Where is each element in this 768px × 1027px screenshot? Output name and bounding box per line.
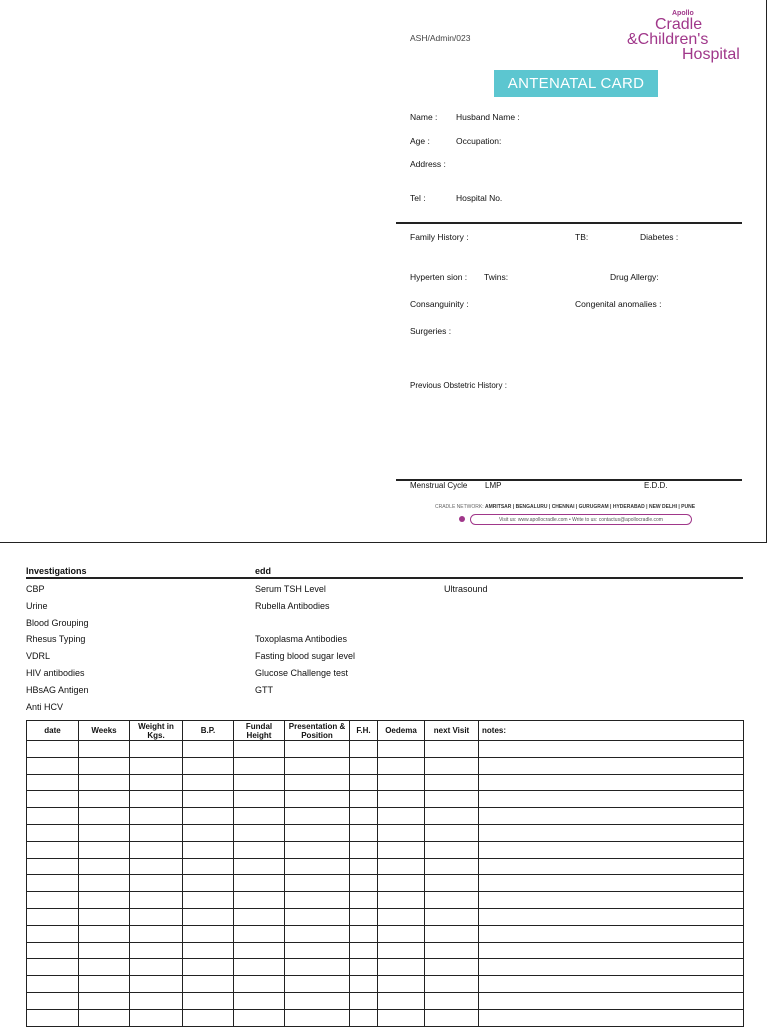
table-cell xyxy=(130,875,183,892)
congenital-anomalies-label: Congenital anomalies : xyxy=(575,299,662,309)
table-cell xyxy=(234,858,285,875)
table-cell xyxy=(130,892,183,909)
table-cell xyxy=(79,959,130,976)
table-cell xyxy=(183,757,234,774)
ultrasound-label: Ultrasound xyxy=(444,584,488,594)
table-cell xyxy=(234,992,285,1009)
age-label: Age : xyxy=(410,136,430,146)
menstrual-cycle-label: Menstrual Cycle xyxy=(410,481,468,490)
table-cell xyxy=(285,925,350,942)
table-cell xyxy=(425,808,479,825)
contact-info: Visit us: www.apollocradle.com • Write to us: contactus@apollocradle.com xyxy=(470,514,692,525)
investigation-item: Blood Grouping xyxy=(26,617,89,628)
table-cell xyxy=(479,875,744,892)
table-cell xyxy=(350,858,378,875)
table-cell xyxy=(183,908,234,925)
table-cell xyxy=(378,875,425,892)
table-cell xyxy=(183,892,234,909)
table-cell xyxy=(425,875,479,892)
table-cell xyxy=(285,741,350,758)
table-cell xyxy=(183,741,234,758)
table-cell xyxy=(130,959,183,976)
table-cell xyxy=(234,976,285,993)
table-cell xyxy=(350,824,378,841)
table-cell xyxy=(27,741,79,758)
occupation-label: Occupation: xyxy=(456,136,502,146)
table-cell xyxy=(183,976,234,993)
table-cell xyxy=(234,774,285,791)
table-cell xyxy=(285,976,350,993)
table-cell xyxy=(79,992,130,1009)
investigation-item: HBsAG Antigen xyxy=(26,684,89,695)
investigations-divider xyxy=(26,577,743,579)
table-cell xyxy=(183,992,234,1009)
table-cell xyxy=(479,841,744,858)
table-cell xyxy=(425,757,479,774)
table-row xyxy=(27,875,744,892)
table-cell xyxy=(425,976,479,993)
table-cell xyxy=(479,791,744,808)
hospital-no-label: Hospital No. xyxy=(456,193,503,203)
table-cell xyxy=(425,992,479,1009)
table-cell xyxy=(285,791,350,808)
table-cell xyxy=(79,757,130,774)
table-row xyxy=(27,757,744,774)
table-cell xyxy=(27,959,79,976)
table-cell xyxy=(79,824,130,841)
table-cell xyxy=(130,757,183,774)
table-cell xyxy=(79,976,130,993)
table-cell xyxy=(130,741,183,758)
table-cell xyxy=(378,757,425,774)
investigation-item: Anti HCV xyxy=(26,701,64,712)
table-cell xyxy=(234,908,285,925)
table-row xyxy=(27,791,744,808)
table-cell xyxy=(479,808,744,825)
table-cell xyxy=(234,791,285,808)
table-cell xyxy=(285,774,350,791)
table-cell xyxy=(285,858,350,875)
investigation-item: Rhesus Typing xyxy=(26,634,86,645)
table-cell xyxy=(27,942,79,959)
table-cell xyxy=(79,892,130,909)
table-cell xyxy=(27,824,79,841)
investigation-item: Glucose Challenge test xyxy=(255,667,349,678)
table-row xyxy=(27,892,744,909)
table-cell xyxy=(378,824,425,841)
twins-label: Twins: xyxy=(484,272,509,282)
table-cell xyxy=(378,942,425,959)
husband-name-label: Husband Name : xyxy=(456,112,520,122)
network-label: CRADLE NETWORK: xyxy=(435,504,484,510)
table-cell xyxy=(27,791,79,808)
table-cell xyxy=(350,992,378,1009)
drug-allergy-label: Drug Allergy: xyxy=(610,272,659,282)
table-cell xyxy=(425,942,479,959)
table-cell xyxy=(378,841,425,858)
table-cell xyxy=(479,892,744,909)
table-cell xyxy=(479,824,744,841)
table-cell xyxy=(27,892,79,909)
tel-label: Tel : xyxy=(410,193,426,203)
table-cell xyxy=(350,757,378,774)
cradle-network xyxy=(435,504,695,510)
table-cell xyxy=(285,824,350,841)
table-cell xyxy=(79,741,130,758)
table-cell xyxy=(479,741,744,758)
table-cell xyxy=(479,757,744,774)
column-header: Fundal Height xyxy=(234,721,285,741)
table-cell xyxy=(350,875,378,892)
table-row xyxy=(27,908,744,925)
form-reference: ASH/Admin/023 xyxy=(410,33,471,43)
antenatal-visits-table xyxy=(26,720,744,1027)
table-cell xyxy=(79,774,130,791)
lmp-label: LMP xyxy=(485,481,502,490)
table-cell xyxy=(183,774,234,791)
network-cities: AMRITSAR | BENGALURU | CHENNAI | GURUGRAM | HYDERABAD | NEW DELHI | PUNE xyxy=(485,504,696,510)
table-cell xyxy=(130,992,183,1009)
table-cell xyxy=(130,808,183,825)
table-cell xyxy=(27,925,79,942)
table-cell xyxy=(27,757,79,774)
table-cell xyxy=(79,875,130,892)
table-cell xyxy=(234,942,285,959)
table-cell xyxy=(479,942,744,959)
brand-dot-icon xyxy=(459,516,465,522)
table-cell xyxy=(130,824,183,841)
table-cell xyxy=(285,942,350,959)
table-cell xyxy=(378,892,425,909)
table-cell xyxy=(285,908,350,925)
table-cell xyxy=(350,808,378,825)
investigation-item: Toxoplasma Antibodies xyxy=(255,634,348,645)
table-cell xyxy=(234,959,285,976)
table-cell xyxy=(234,808,285,825)
table-cell xyxy=(378,774,425,791)
table-row xyxy=(27,959,744,976)
table-cell xyxy=(378,908,425,925)
column-header: notes: xyxy=(479,721,744,741)
table-cell xyxy=(425,908,479,925)
table-cell xyxy=(27,841,79,858)
consanguinity-label: Consanguinity : xyxy=(410,299,469,309)
table-row xyxy=(27,841,744,858)
table-cell xyxy=(479,992,744,1009)
hospital-logo xyxy=(627,10,740,63)
investigations-heading: Investigations xyxy=(26,566,87,576)
table-cell xyxy=(285,808,350,825)
table-cell xyxy=(234,841,285,858)
table-cell xyxy=(378,959,425,976)
column-header: date xyxy=(27,721,79,741)
table-cell xyxy=(350,908,378,925)
tb-label: TB: xyxy=(575,232,589,242)
table-cell xyxy=(27,808,79,825)
table-cell xyxy=(130,976,183,993)
table-cell xyxy=(234,757,285,774)
column-header: Oedema xyxy=(378,721,425,741)
table-cell xyxy=(425,892,479,909)
table-cell xyxy=(130,925,183,942)
table-cell xyxy=(350,774,378,791)
investigation-item: CBP xyxy=(26,584,45,594)
investigation-item: Serum TSH Level xyxy=(255,584,326,594)
table-cell xyxy=(350,976,378,993)
investigation-item: HIV antibodies xyxy=(26,667,85,678)
column-header: next Visit xyxy=(425,721,479,741)
diabetes-label: Diabetes : xyxy=(640,232,679,242)
table-cell xyxy=(479,925,744,942)
table-cell xyxy=(285,992,350,1009)
investigation-item: Urine xyxy=(26,600,48,611)
table-cell xyxy=(425,841,479,858)
name-label: Name : xyxy=(410,112,438,122)
table-cell xyxy=(130,791,183,808)
logo-brand: Apollo xyxy=(672,10,694,17)
investigation-item: Rubella Antibodies xyxy=(255,600,330,611)
table-cell xyxy=(479,774,744,791)
hypertension-label: Hyperten sion : xyxy=(410,272,468,282)
table-cell xyxy=(79,808,130,825)
table-cell xyxy=(350,741,378,758)
table-cell xyxy=(234,824,285,841)
table-cell xyxy=(378,741,425,758)
column-header: Presentation & Position xyxy=(285,721,350,741)
table-cell xyxy=(378,976,425,993)
table-cell xyxy=(350,959,378,976)
table-cell xyxy=(285,875,350,892)
column-header: Weight in Kgs. xyxy=(130,721,183,741)
table-row xyxy=(27,976,744,993)
table-cell xyxy=(183,875,234,892)
table-cell xyxy=(378,791,425,808)
table-cell xyxy=(183,791,234,808)
table-cell xyxy=(130,858,183,875)
surgeries-label: Surgeries : xyxy=(410,326,452,336)
table-cell xyxy=(130,942,183,959)
table-cell xyxy=(183,858,234,875)
table-cell xyxy=(27,908,79,925)
table-cell xyxy=(350,892,378,909)
table-cell xyxy=(479,976,744,993)
column-header: B.P. xyxy=(183,721,234,741)
table-cell xyxy=(425,774,479,791)
table-cell xyxy=(425,824,479,841)
table-row xyxy=(27,858,744,875)
table-cell xyxy=(79,925,130,942)
table-cell xyxy=(27,976,79,993)
table-row xyxy=(27,824,744,841)
table-row xyxy=(27,808,744,825)
table-cell xyxy=(183,841,234,858)
edd-heading: edd xyxy=(255,566,272,576)
investigation-item: VDRL xyxy=(26,651,51,662)
table-cell xyxy=(378,858,425,875)
table-cell xyxy=(234,741,285,758)
investigation-item: Fasting blood sugar level xyxy=(255,651,356,662)
column-header: Weeks xyxy=(79,721,130,741)
table-cell xyxy=(378,808,425,825)
table-cell xyxy=(183,808,234,825)
table-cell xyxy=(285,959,350,976)
address-label: Address : xyxy=(410,159,446,169)
table-cell xyxy=(378,992,425,1009)
investigations-column-2 xyxy=(255,584,355,702)
table-cell xyxy=(183,925,234,942)
table-row xyxy=(27,774,744,791)
table-cell xyxy=(183,959,234,976)
investigation-item xyxy=(255,618,355,635)
logo-line-3: Hospital xyxy=(682,46,740,63)
table-cell xyxy=(183,942,234,959)
edd-label: E.D.D. xyxy=(644,481,668,490)
table-cell xyxy=(425,741,479,758)
table-cell xyxy=(79,841,130,858)
table-cell xyxy=(130,841,183,858)
table-cell xyxy=(425,925,479,942)
column-header: F.H. xyxy=(350,721,378,741)
table-cell xyxy=(479,908,744,925)
table-cell xyxy=(79,908,130,925)
table-cell xyxy=(350,791,378,808)
table-cell xyxy=(425,959,479,976)
table-cell xyxy=(79,942,130,959)
table-cell xyxy=(479,858,744,875)
obstetric-history-label: Previous Obstetric History : xyxy=(410,381,507,390)
logo-line-2: &Children's xyxy=(627,31,709,48)
table-cell xyxy=(130,908,183,925)
table-cell xyxy=(234,925,285,942)
table-cell xyxy=(378,925,425,942)
table-row xyxy=(27,741,744,758)
table-cell xyxy=(234,875,285,892)
table-row xyxy=(27,925,744,942)
table-cell xyxy=(27,858,79,875)
table-cell xyxy=(79,791,130,808)
table-cell xyxy=(425,791,479,808)
table-header-row xyxy=(27,721,744,741)
table-cell xyxy=(130,774,183,791)
logo-line-1: Cradle xyxy=(655,16,703,33)
section-divider xyxy=(396,222,742,224)
card-title: ANTENATAL CARD xyxy=(494,70,658,97)
table-body xyxy=(27,741,744,1027)
table-cell xyxy=(285,841,350,858)
table-cell xyxy=(285,892,350,909)
table-cell xyxy=(27,992,79,1009)
table-cell xyxy=(27,875,79,892)
family-history-label: Family History : xyxy=(410,232,469,242)
table-row xyxy=(27,992,744,1009)
table-cell xyxy=(79,858,130,875)
table-cell xyxy=(479,959,744,976)
investigation-item: GTT xyxy=(255,684,273,695)
table-cell xyxy=(350,942,378,959)
table-cell xyxy=(234,892,285,909)
table-cell xyxy=(350,925,378,942)
table-cell xyxy=(183,824,234,841)
table-cell xyxy=(350,841,378,858)
table-cell xyxy=(285,757,350,774)
table-cell xyxy=(27,774,79,791)
table-row xyxy=(27,942,744,959)
investigations-column-1 xyxy=(26,584,89,718)
table-cell xyxy=(425,858,479,875)
